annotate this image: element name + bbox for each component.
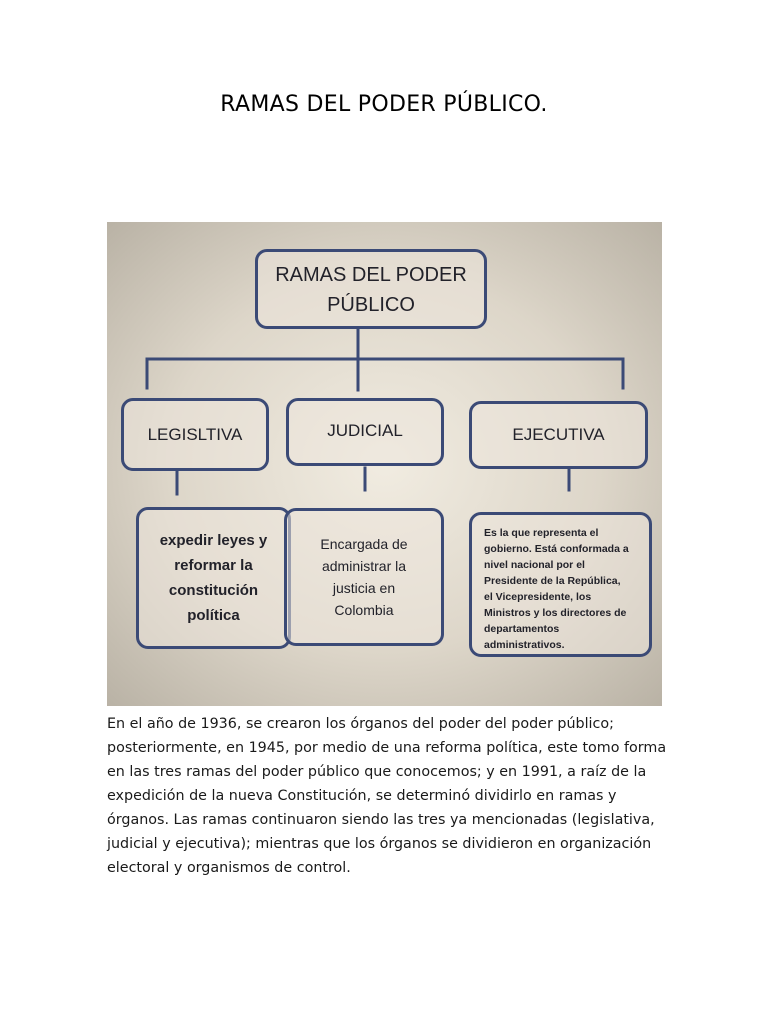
judicial-description: Encargada de administrar la justicia en Colombia — [320, 536, 408, 618]
legislativa-box — [121, 398, 269, 471]
body-paragraph: En el año de 1936, se crearon los órganos del poder del poder público; posteriormente, en 1945, por medio de una reforma política, este tomo forma en las tres ramas del poder público que conocemos; y en 1991, a raíz de la expedición de la nueva Constitución, se determinó dividirlo en ramas y órganos. Las ramas continuaron siendo las tres ya mencionadas (legislativa, judicial y ejecutiva); mientras que los órganos se dividieron en organización electoral y organismos de control. — [107, 716, 667, 876]
ejecutiva-description-box — [469, 512, 652, 657]
root-box — [255, 249, 487, 329]
org-chart-diagram — [107, 222, 662, 706]
root-label: RAMAS DEL PODER PÚBLICO — [275, 264, 467, 316]
judicial-description-box — [284, 508, 444, 646]
judicial-label: JUDICIAL — [327, 421, 403, 440]
ejecutiva-label: EJECUTIVA — [512, 425, 605, 444]
ejecutiva-box — [469, 401, 648, 469]
legislativa-description: expedir leyes y reformar la constitución política — [159, 532, 268, 624]
ejecutiva-description: Es la que representa el gobierno. Está conformada a nivel nacional por el Presidente de la República, el Vicepresidente, los Ministros y los directores de departamentos administrativos. — [484, 527, 629, 651]
legislativa-description-box — [136, 507, 291, 649]
judicial-box — [286, 398, 444, 466]
legislativa-label: LEGISLTIVA — [147, 424, 243, 444]
page-title: RAMAS DEL PODER PÚBLICO. — [220, 92, 548, 117]
